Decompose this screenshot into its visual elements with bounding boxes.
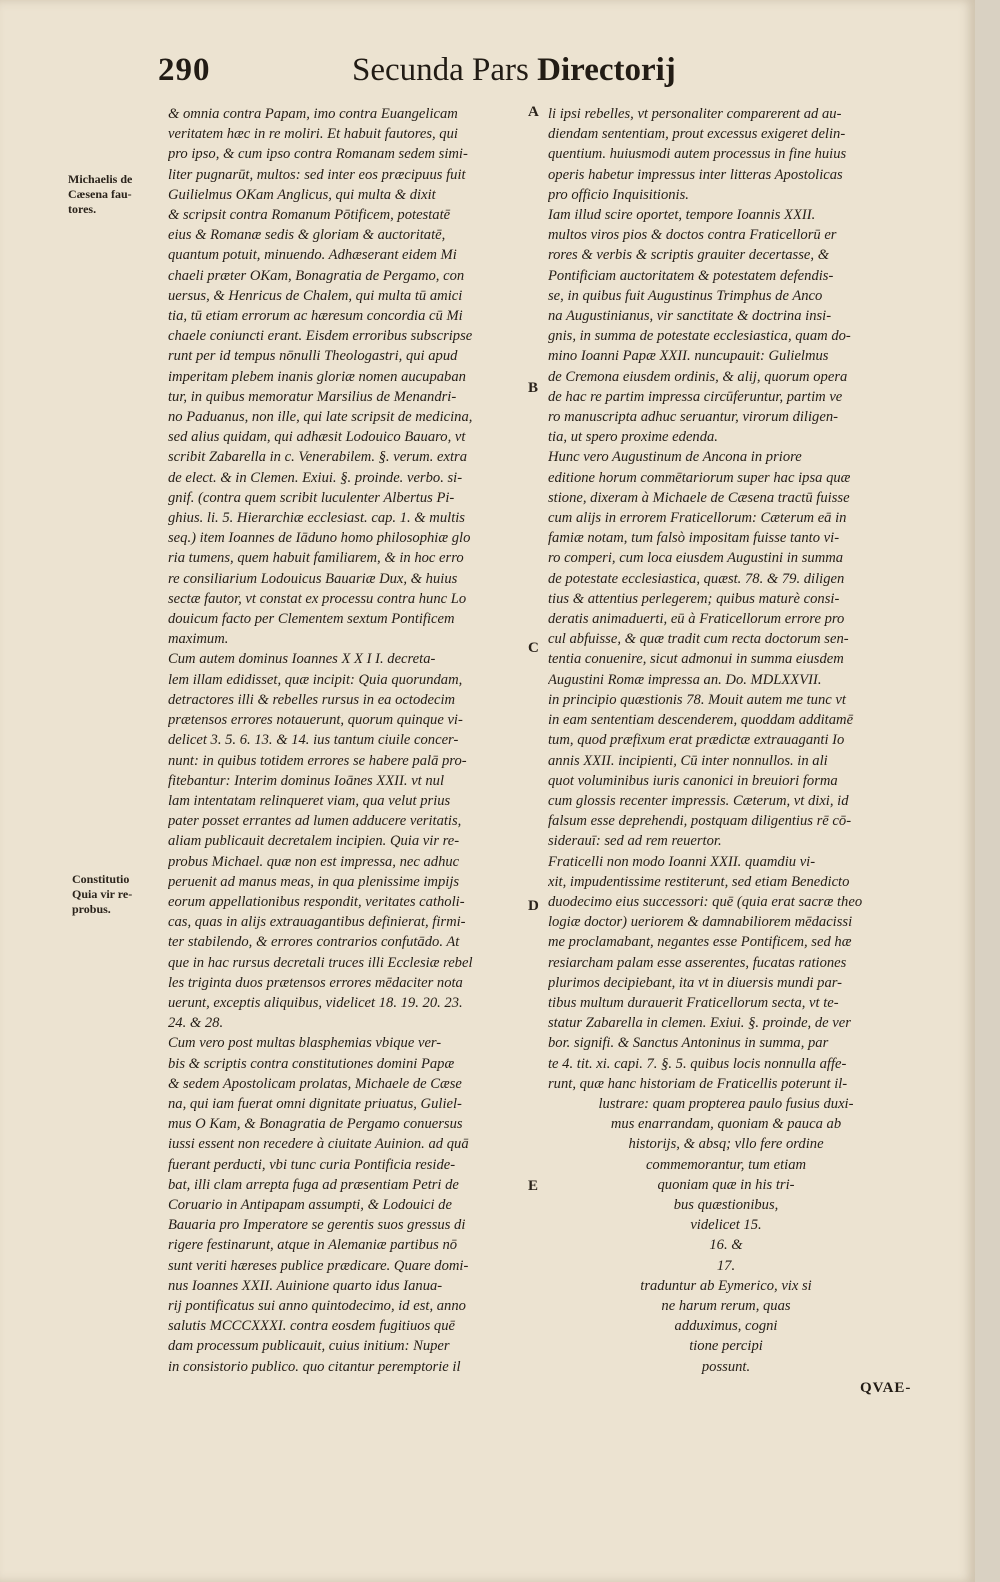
text-line: Pontificiam auctoritatem & potestatem defendis- [548,267,834,284]
text-line: tum, quod præfixum erat prædictæ extrauaganti Io [548,732,845,749]
text-line: bus quæstionibus, [673,1196,779,1213]
text-line: Fraticelli non modo Ioanni XXII. quamdiu vi- [548,853,816,870]
text-line: commemorantur, tum etiam [645,1156,807,1173]
text-line: lustrare: quam propterea paulo fusius duxi- [598,1095,854,1112]
text-line: historijs, & absq; vllo fere ordine [628,1136,824,1153]
page-edge [975,0,1000,1582]
text-line: adduximus, cogni [674,1318,778,1335]
text-line: mus O Kam, & Bonagratia de Pergamo conuersus [168,1116,463,1133]
text-line: de hac re partim impressa circūferuntur, partim ve [548,388,843,405]
text-line: no Paduanus, non ille, qui late scripsit de medicina, [168,409,473,426]
text-line: deratis animaduerti, eū à Fraticellorum errore pro [548,611,845,628]
text-line: me proclamabant, negantes esse Pontificem, sed hæ [548,934,852,951]
text-line: mus enarrandam, quoniam & pauca ab [610,1116,842,1133]
text-line: siderauī: sed ad rem reuertor. [548,833,722,850]
text-line: sunt veriti hæreses publice prædicare. Quare domi- [168,1257,469,1274]
text-line: chaeli præter OKam, Bonagratia de Pergamo, con [168,267,465,284]
text-line: 16. & [709,1237,743,1254]
text-line: Bauaria pro Imperatore se gerentis suos gressus di [168,1217,466,1234]
text-line: li ipsi rebelles, vt personaliter comparerent ad au- [548,106,842,122]
text-line: diendam sententiam, prout excessus exigeret delin- [548,126,846,143]
text-line: Iam illud scire oportet, tempore Ioannis XXII. [548,207,816,224]
text-line: mino Ioanni Papæ XXII. nuncupauit: Gulielmus [548,348,829,365]
page-number: 290 [158,52,211,88]
text-line: chaele coniuncti erant. Eisdem erroribus subscripse [168,328,473,345]
text-line: stione, dixeram à Michaele de Cæsena tractū fuisse [548,489,850,506]
text-line: les triginta duos prætensos errores mēdaciter nota [168,974,463,991]
text-line: possunt. [701,1358,751,1375]
text-line: eorum appellationibus respondit, veritates catholi- [168,893,465,910]
text-line: quantum potuit, minuendo. Adhæserant eidem Mi [168,247,457,264]
text-line: liter pugnarūt, multos: sed inter eos præcipuus fuit [168,166,466,183]
text-line: runt, quæ hanc historiam de Fraticellis poterunt il- [548,1075,848,1092]
section-letter-b: B [528,380,539,396]
text-line: sectæ fautor, vt constat ex processu contra hunc Lo [168,590,467,607]
text-line: Augustini Romæ impressa an. Do. MDLXXVII. [548,671,822,688]
text-line: na Augustinianus, vir sanctitate & doctrina insi- [548,308,832,325]
text-line: traduntur ab Eymerico, vix si [640,1277,812,1294]
text-line: videlicet 15. [690,1217,762,1234]
text-line: & sedem Apostolicam prolatas, Michaele de Cæse [168,1075,462,1092]
text-line: pro officio Inquisitionis. [548,186,689,203]
margin-note-fautores: Michaelis de Cæsena fau- tores. [68,172,133,216]
text-line: statur Zabarella in clemen. Exiui. §. proinde, de ver [548,1015,851,1032]
text-line: Cum autem dominus Ioannes X X I I. decreta- [168,651,436,668]
catchword: QVAE- [860,1380,912,1396]
text-line: 17. [716,1257,736,1274]
text-line: peruenit ad manus meas, in qua plenissime impijs [168,873,460,890]
text-line: bis & scriptis contra constitutiones domini Papæ [168,1055,455,1072]
text-line: nus Ioannes XXII. Auinione quarto idus Ianua- [168,1277,443,1294]
text-line: editione horum commētariorum super hac ipsa quæ [548,469,851,486]
text-line: multos viros pios & doctos contra Fraticellorū er [548,227,837,244]
text-line: ter stabilendo, & errores contrarios confutādo. At [168,934,460,951]
text-line: in eam sententiam descenderem, quoddam additamē [548,712,854,729]
text-line: & omnia contra Papam, imo contra Euangelicam [168,106,458,122]
running-title-part1: Secunda Pars [352,52,538,88]
text-line: na, qui iam fuerat omni dignitate priuatus, Guliel- [168,1095,462,1112]
text-line: salutis MCCCXXXI. contra eosdem fugitiuos quē [168,1318,455,1335]
text-line: bor. signifi. & Sanctus Antoninus in summa, par [548,1035,829,1052]
text-line: uersus, & Henricus de Chalem, qui multa tū amici [168,287,463,304]
text-line: ne harum rerum, quas [661,1297,791,1314]
text-line: eius & Romanæ sedis & gloriam & auctoritatē, [168,227,446,244]
text-line: cum alijs in errorem Fraticellorum: Cæterum eā in [548,510,847,527]
text-line: cas, quas in alijs extrauagantibus definierat, firmi- [168,914,466,931]
text-line: tia, tū etiam errorum ac hæresum concordia cū Mi [168,308,463,325]
section-letter-a: A [528,104,539,120]
text-line: tentia conuenire, sicut admonui in summa eiusdem [548,651,844,668]
text-line: de Cremona eiusdem ordinis, & alij, quorum opera [548,368,848,385]
text-line: tia, ut spero proxime edenda. [548,429,718,446]
text-line: scribit Zabarella in c. Venerabilem. §. verum. extra [168,449,467,466]
text-line: rigere festinarunt, atque in Alemaniæ partibus nō [168,1237,458,1254]
text-line: quoniam quæ in his tri- [657,1176,795,1193]
margin-note-constitutio: Constitutio Quia vir re- probus. [72,872,133,916]
text-line: in consistorio publico. quo citantur peremptorie il [168,1358,461,1375]
text-line: duodecimo eius successori: quē (quia erat sacræ theo [548,893,863,910]
text-line: de elect. & in Clemen. Exiui. §. proinde. verbo. si- [168,469,463,486]
text-line: imperitam plebem inanis gloriæ nomen aucupaban [168,368,466,385]
text-line: rores & verbis & scriptis grauiter decertasse, & [548,247,830,264]
text-line: Coruario in Antipapam assumpti, & Lodouici de [168,1196,452,1213]
text-line: logiæ doctor) ueriorem & damnabiliorem mēdacissi [548,914,853,931]
section-letter-c: C [528,640,539,656]
text-line: falsum esse deprehendi, postquam diligentius rē cō- [548,813,852,830]
text-line: gnif. (contra quem scribit luculenter Albertus Pi- [168,489,455,506]
text-line: se, in quibus fuit Augustinus Trimphus de Anco [548,287,823,304]
text-line: detractores illi & rebelles rursus in ea octodecim [168,691,456,708]
running-title [352,52,676,89]
text-line: & scripsit contra Romanum Pōtificem, potestatē [168,207,451,224]
text-line: nunt: in quibus totidem errores se habere palā pro- [168,752,467,769]
text-line: maximum. [168,631,229,648]
text-line: quentium. huiusmodi autem processus in fine huius [548,146,847,163]
text-line: tibus multum durauerit Fraticellorum secta, vt te- [548,994,839,1011]
text-line: in principio quæstionis 78. Mouit autem me tunc vt [548,691,846,708]
section-letter-d: D [528,898,539,914]
text-line: re consiliarium Lodouicus Bauariæ Dux, & huius [168,570,458,587]
text-line: tius & attentius perlegerem; quibus maturè consi- [548,590,840,607]
text-line: Hunc vero Augustinum de Ancona in priore [548,449,802,466]
text-line: te 4. tit. xi. capi. 7. §. 5. quibus locis nonnulla affe- [548,1055,847,1072]
text-line: ghius. li. 5. Hierarchiæ ecclesiast. cap. 1. & multis [168,510,465,527]
text-line: lem illam edidisset, quæ incipit: Quia quorundam, [168,671,463,688]
text-line: Cum vero post multas blasphemias vbique ver- [168,1035,442,1052]
text-line: dam processum publicauit, cuius initium: Nuper [168,1338,450,1355]
text-line: tione percipi [689,1338,763,1355]
right-text-column [548,104,904,1377]
text-line: famiæ notam, tum falsò impositam fuisse tanto vi- [548,530,840,547]
running-header [0,48,975,100]
text-line: ria tumens, quem habuit familiarem, & in hoc erro [168,550,464,567]
text-line: que in hac rursus decretali truces illi Ecclesiæ rebel [168,954,473,971]
text-line: cum glossis recenter impressis. Cæterum, vt dixi, id [548,792,849,809]
text-line: operis habetur impressus inter litteras Apostolicas [548,166,843,183]
text-line: uerunt, exceptis aliquibus, videlicet 18. 19. 20. 23. [168,994,463,1011]
text-line: fitebantur: Interim dominus Ioānes XXII. vt nul [168,772,445,789]
text-line: prætensos errores notauerunt, quorum quinque vi- [168,712,463,729]
left-text-column [168,104,514,1377]
text-line: lam intentatam relinqueret viam, qua velut prius [168,792,451,809]
text-line: rij pontificatus sui anno quintodecimo, id est, anno [168,1297,466,1314]
text-line: delicet 3. 5. 6. 13. & 14. ius tantum ciuile concer- [168,732,459,749]
text-line: ro manuscripta adhuc seruantur, virorum diligen- [548,409,838,426]
text-line: 24. & 28. [168,1015,224,1032]
text-line: ro comperi, cum loca eiusdem Augustini in summa [548,550,844,567]
text-line: gnis, in summa de potestate ecclesiastica, quam do- [548,328,851,345]
text-line: pater posset errantes ad lumen adducere veritatis, [168,813,462,830]
text-line: aliam publicauit decretalem incipien. Quia vir re- [168,833,460,850]
text-line: pro ipso, & cum ipso contra Romanam sedem simi- [168,146,468,163]
text-line: sed alius quidam, qui adhæsit Lodouico Bauaro, vt [168,429,466,446]
text-line: probus Michael. quæ non est impressa, nec adhuc [168,853,460,870]
text-line: resiarcham palam esse asserentes, fucatas rationes [548,954,847,971]
section-letter-e: E [528,1178,539,1194]
text-line: fuerant perducti, vbi tunc curia Pontificia reside- [168,1156,456,1173]
text-line: quot voluminibus iuris canonici in breuiori forma [548,772,838,789]
text-line: tur, in quibus memoratur Marsilius de Menandri- [168,388,457,405]
text-line: veritatem hæc in re moliri. Et habuit fautores, qui [168,126,458,143]
text-line: de potestate ecclesiastica, quæst. 78. & 79. diligen [548,570,845,587]
text-line: bat, illi clam arrepta fuga ad præsentiam Petri de [168,1176,459,1193]
text-line: cul abfuisse, & quæ tradit cum recta doctorum sen- [548,631,849,648]
text-line: annis XXII. incipienti, Cū inter nonnullos. in ali [548,752,828,769]
text-line: plurimos decipiebant, ita vt in diuersis mundi par- [548,974,842,991]
running-title-part2: Directorij [537,52,676,88]
text-line: Guilielmus OKam Anglicus, qui multa & dixit [168,186,436,203]
text-line: iussi essent non recedere à ciuitate Auinion. ad quā [168,1136,469,1153]
text-line: douicum facto per Clementem sextum Pontificem [168,611,455,628]
text-line: seq.) item Ioannes de Iāduno homo philosophiæ glo [168,530,471,547]
text-line: runt per id tempus nōnulli Theologastri, qui apud [168,348,458,365]
text-line: xit, impudentissime restiterunt, sed etiam Benedicto [548,873,850,890]
